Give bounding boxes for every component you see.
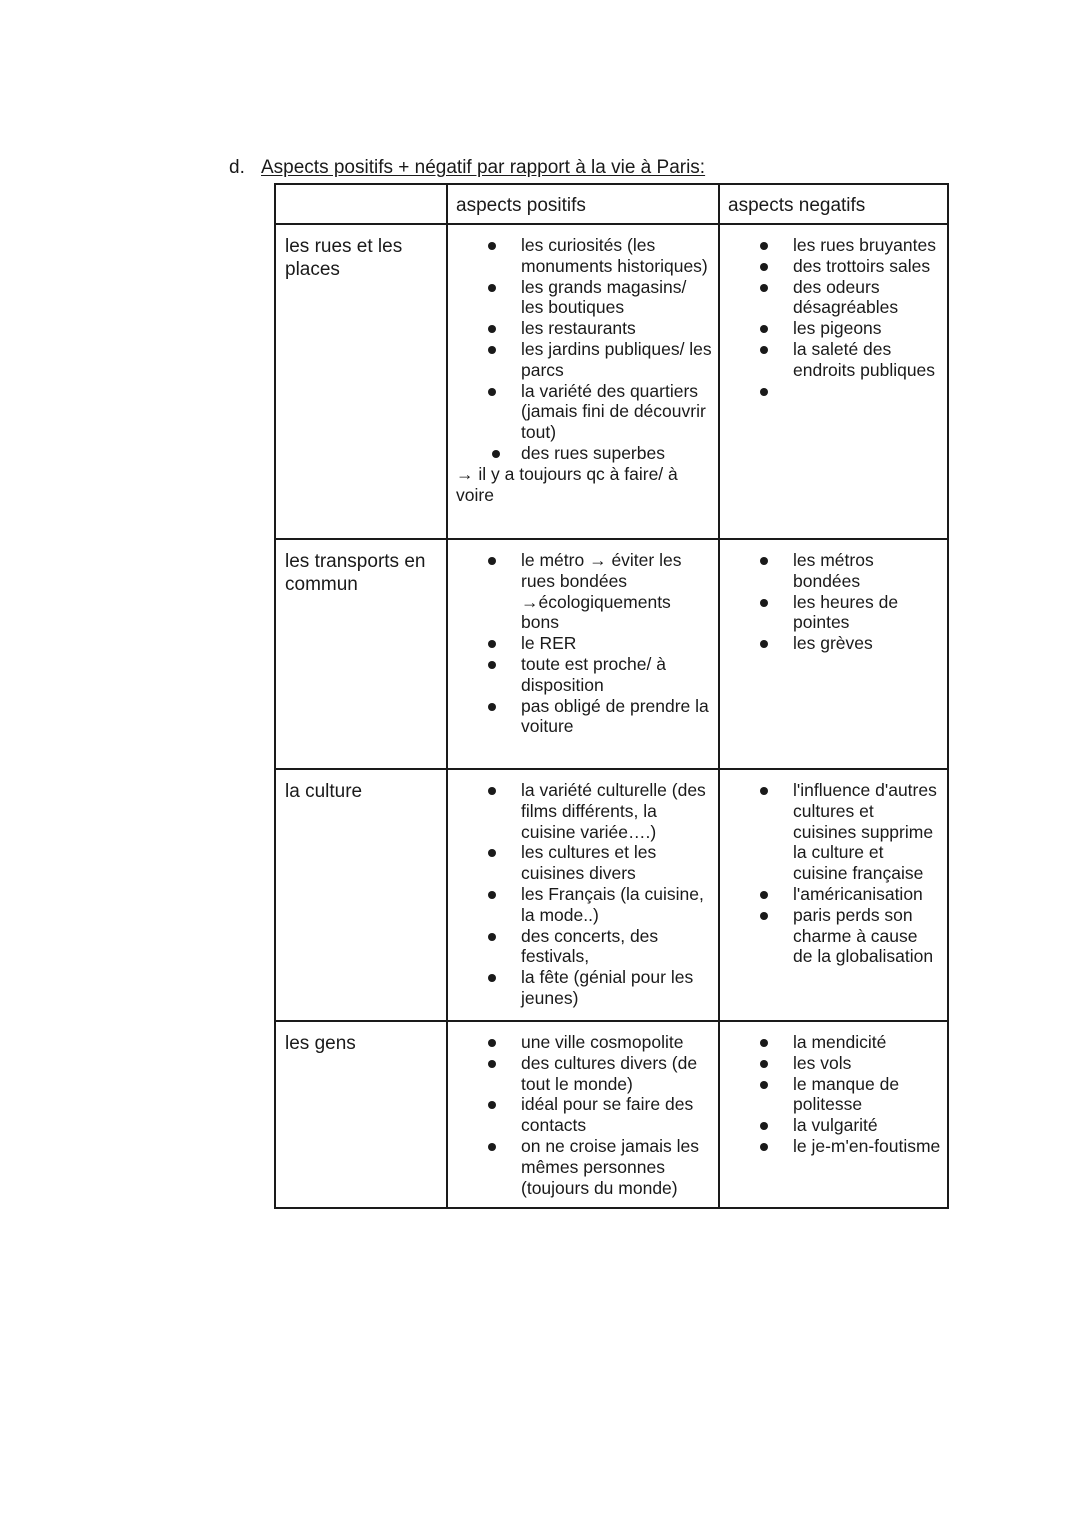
list-item-empty [728, 381, 941, 402]
positive-list [456, 1032, 712, 1198]
list-item: l'américanisation [728, 884, 941, 905]
list-item: les rues bruyantes [728, 235, 941, 256]
header-blank-cell [275, 184, 447, 224]
negative-cell [719, 224, 948, 539]
positive-cell [447, 539, 719, 769]
list-item: pas obligé de prendre la voiture [456, 696, 712, 738]
list-item: des odeurs désagréables [728, 277, 941, 319]
table-row [275, 539, 948, 769]
topic-label: les rues et les places [285, 236, 403, 280]
list-item: le je-m'en-foutisme [728, 1136, 941, 1157]
list-item: l'influence d'autres cultures et cuisines supprime la culture et cuisine française [728, 780, 941, 884]
header-positive: aspects positifs [447, 184, 719, 224]
list-item: les métros bondées [728, 550, 941, 592]
list-item: le RER [456, 633, 712, 654]
list-item: des trottoirs sales [728, 256, 941, 277]
list-item: des cultures divers (de tout le monde) [456, 1053, 712, 1095]
negative-cell [719, 1021, 948, 1208]
list-item: on ne croise jamais les mêmes personnes (toujours du monde) [456, 1136, 712, 1198]
topic-label: la culture [285, 781, 363, 802]
list-item: le manque de politesse [728, 1074, 941, 1116]
list-item: les vols [728, 1053, 941, 1074]
topic-cell [275, 224, 447, 539]
list-item: les curiosités (les monuments historiques) [456, 235, 712, 277]
header-negative: aspects negatifs [719, 184, 948, 224]
list-item: toute est proche/ à disposition [456, 654, 712, 696]
negative-list [728, 1032, 941, 1157]
list-item: la fête (génial pour les jeunes) [456, 967, 712, 1009]
list-item: la variété des quartiers (jamais fini de découvrir tout) [456, 381, 712, 443]
list-item: une ville cosmopolite [456, 1032, 712, 1053]
list-item: des rues superbes [456, 443, 712, 464]
list-item: paris perds son charme à cause de la globalisation [728, 905, 941, 967]
positive-list [456, 235, 712, 464]
list-item: la vulgarité [728, 1115, 941, 1136]
negative-list [728, 235, 941, 401]
table-row [275, 1021, 948, 1208]
topic-cell [275, 769, 447, 1021]
topic-cell [275, 539, 447, 769]
table-row [275, 224, 948, 539]
list-item: les jardins publiques/ les parcs [456, 339, 712, 381]
table-row [275, 769, 948, 1021]
section-marker: d. [229, 157, 245, 178]
section-heading [229, 156, 705, 180]
list-item: idéal pour se faire des contacts [456, 1094, 712, 1136]
negative-list [728, 550, 941, 654]
list-item: la variété culturelle (des films différents, la cuisine variée….) [456, 780, 712, 842]
list-item: les cultures et les cuisines divers [456, 842, 712, 884]
list-item: les heures de pointes [728, 592, 941, 634]
negative-cell [719, 539, 948, 769]
list-item: la mendicité [728, 1032, 941, 1053]
list-item: des concerts, des festivals, [456, 926, 712, 968]
list-item: les restaurants [456, 318, 712, 339]
list-item: les grèves [728, 633, 941, 654]
positive-cell [447, 224, 719, 539]
list-item: les pigeons [728, 318, 941, 339]
negative-list [728, 780, 941, 967]
section-title: Aspects positifs + négatif par rapport à la vie à Paris: [261, 157, 706, 178]
positive-list [456, 550, 712, 737]
topic-label: les transports en commun [285, 551, 426, 595]
list-item: le métro → éviter les rues bondées →écologiquements bons [456, 550, 712, 633]
aspects-table [274, 183, 949, 1209]
list-item: la saleté des endroits publiques [728, 339, 941, 381]
topic-label: les gens [285, 1033, 356, 1054]
positive-list [456, 780, 712, 1009]
positive-cell [447, 1021, 719, 1208]
list-item: les grands magasins/ les boutiques [456, 277, 712, 319]
positive-cell [447, 769, 719, 1021]
list-item: les Français (la cuisine, la mode..) [456, 884, 712, 926]
negative-cell [719, 769, 948, 1021]
table-header-row [275, 184, 948, 224]
positive-note: → il y a toujours qc à faire/ à voire [456, 463, 678, 505]
topic-cell [275, 1021, 447, 1208]
